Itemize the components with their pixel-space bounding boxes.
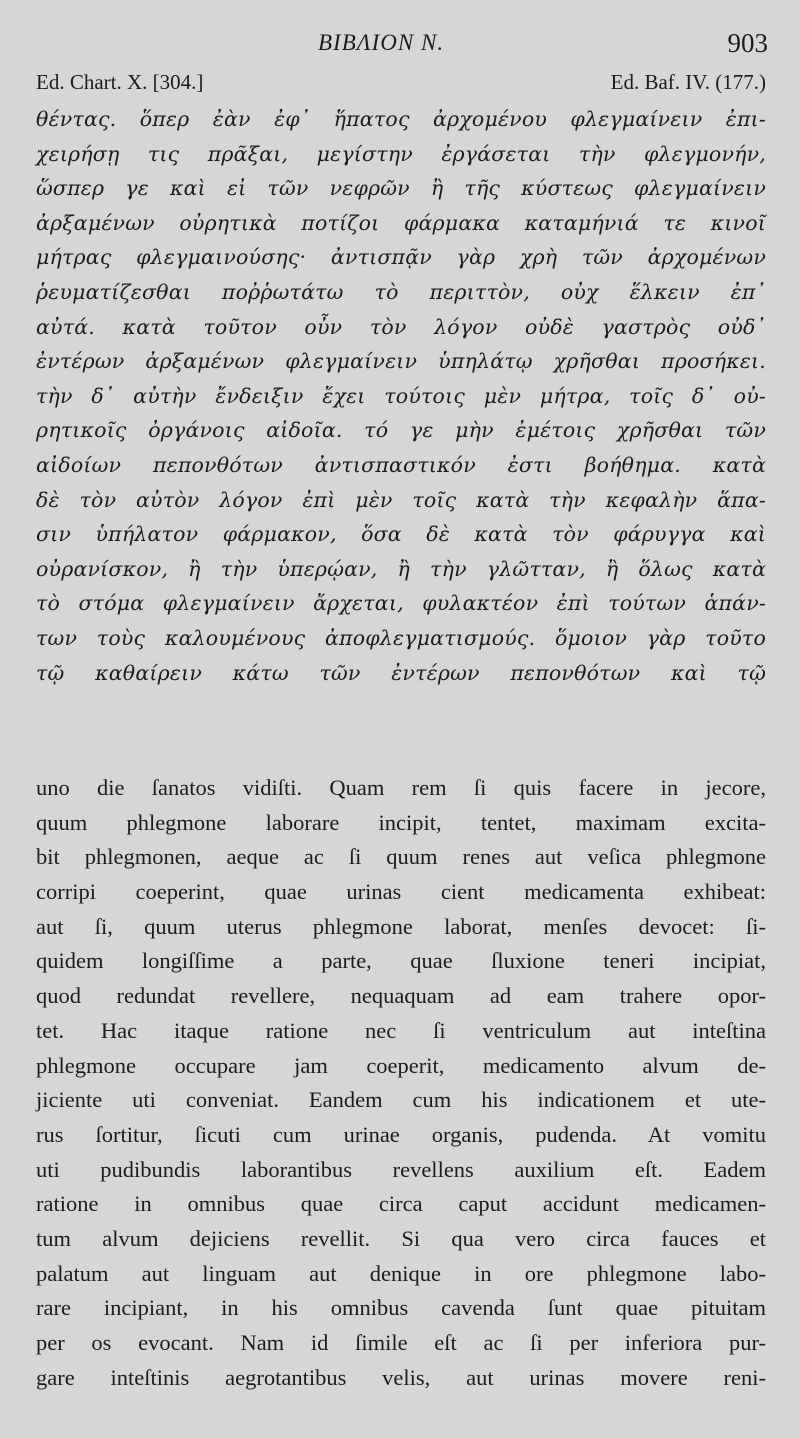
greek-text-line: ἐντέρων ἀρξαμένων φλεγμαίνειν ὑπηλάτῳ χρῆσθαι προσήκει. (36, 349, 766, 374)
latin-text-line: phlegmone occupare jam coeperit, medicamento alvum de- (36, 1052, 766, 1078)
latin-text-line: per os evocant. Nam id ſimile eſt ac ſi per inferiora pur- (36, 1330, 766, 1355)
greek-text-line: σιν ὑπήλατον φάρμακον, ὅσα δὲ κατὰ τὸν φάρυγγα καὶ (36, 522, 766, 547)
latin-text-line: uti pudibundis laborantibus revellens auxilium eſt. Eadem (36, 1156, 766, 1182)
latin-text-line: gare inteſtinis aegrotantibus velis, aut urinas movere reni- (36, 1364, 766, 1390)
greek-text-line: αἰδοίων πεπονθότων ἀντισπαστικόν ἐστι βοήθημα. κατὰ (36, 452, 766, 477)
greek-text-line: ρητικοῖς ὀργάνοις αἰδοῖα. τό γε μὴν ἐμέτοις χρῆσθαι τῶν (36, 418, 766, 443)
latin-text-line: quidem longiſſime a parte, quae ſluxione teneri incipiat, (36, 948, 766, 974)
greek-text-line: μήτρας φλεγμαινούσης· ἀντισπᾷν γὰρ χρὴ τῶν ἀρχομένων (36, 245, 766, 270)
latin-text-line: ratione in omnibus quae circa caput accidunt medicamen- (36, 1191, 766, 1217)
greek-text-line: θέντας. ὅπερ ἐὰν ἐφ᾽ ἥπατος ἀρχομένου φλεγμαίνειν ἐπι- (36, 107, 766, 131)
greek-text-block (36, 102, 766, 690)
latin-text-line: palatum aut linguam aut denique in ore phlegmone labo- (36, 1260, 766, 1286)
latin-text-line: tet. Hac itaque ratione nec ſi ventriculum aut inteſtina (36, 1017, 766, 1043)
latin-text-line: jiciente uti conveniat. Eandem cum his indicationem et ute- (36, 1087, 766, 1113)
greek-text-line: τὴν δ᾽ αὐτὴν ἔνδειξιν ἔχει τούτοις μὲν μήτρα, τοῖς δ᾽ οὐ- (36, 383, 766, 408)
greek-text-line: αὐτά. κατὰ τοῦτον οὖν τὸν λόγον οὐδὲ γαστρὸς οὐδ᾽ (36, 314, 766, 339)
edition-reference-line (36, 70, 766, 100)
greek-text-line: τῷ καθαίρειν κάτω τῶν ἐντέρων πεπονθότων καὶ τῷ (36, 660, 766, 685)
greek-text-line: ῥευματίζεσθαι ποῤῥωτάτω τὸ περιττὸν, οὐχ ἕλκειν ἐπ᾽ (36, 279, 766, 304)
greek-text-line: οὐρανίσκον, ἢ τὴν ὑπερῴαν, ἢ τὴν γλῶτταν, ἢ ὅλως κατὰ (36, 556, 766, 581)
latin-text-line: aut ſi, quum uterus phlegmone laborat, menſes devocet: ſi- (36, 913, 766, 939)
greek-text-line: χειρήσῃ τις πρᾶξαι, μεγίστην ἐργάσεται τὴν φλεγμονήν, (36, 141, 766, 166)
latin-text-line: tum alvum dejiciens revellit. Si qua vero circa fauces et (36, 1225, 766, 1251)
latin-text-line: quum phlegmone laborare incipit, tentet, maximam excita- (36, 809, 766, 835)
greek-text-line: δὲ τὸν αὐτὸν λόγον ἐπὶ μὲν τοῖς κατὰ τὴν κεφαλὴν ἅπα- (36, 487, 766, 512)
edition-reference-chartier: Ed. Chart. X. [304.] (36, 70, 204, 94)
latin-text-block (36, 771, 766, 1395)
latin-text-line: corripi coeperint, quae urinas cient medicamenta exhibeat: (36, 879, 766, 905)
running-head (0, 28, 800, 64)
latin-text-line: rare incipiant, in his omnibus cavenda ſunt quae pituitam (36, 1295, 766, 1321)
latin-text-line: quod redundat revellere, nequaquam ad eam trahere opor- (36, 983, 766, 1009)
latin-text-line: rus ſortitur, ſicuti cum urinae organis, pudenda. At vomitu (36, 1121, 766, 1147)
latin-text-line: uno die ſanatos vidiſti. Quam rem ſi quis facere in jecore, (36, 775, 766, 800)
greek-text-line: τὸ στόμα φλεγμαίνειν ἄρχεται, φυλακτέον ἐπὶ τούτων ἁπάν- (36, 591, 766, 616)
edition-reference-basel: Ed. Baf. IV. (177.) (610, 70, 766, 94)
greek-text-line: ὥσπερ γε καὶ εἰ τῶν νεφρῶν ἢ τῆς κύστεως φλεγμαίνειν (36, 176, 766, 201)
page-number: 903 (727, 28, 768, 58)
greek-text-line: ἀρξαμένων οὐρητικὰ ποτίζοι φάρμακα καταμήνιά τε κινοῖ (36, 210, 766, 235)
greek-text-line: των τοὺς καλουμένους ἀποφλεγματισμούς. ὅμοιον γὰρ τοῦτο (36, 625, 766, 650)
latin-text-line: bit phlegmonen, aeque ac ſi quum renes aut veſica phlegmone (36, 844, 766, 870)
running-title: ΒΙΒΛΙΟΝ Ν. (318, 30, 445, 55)
